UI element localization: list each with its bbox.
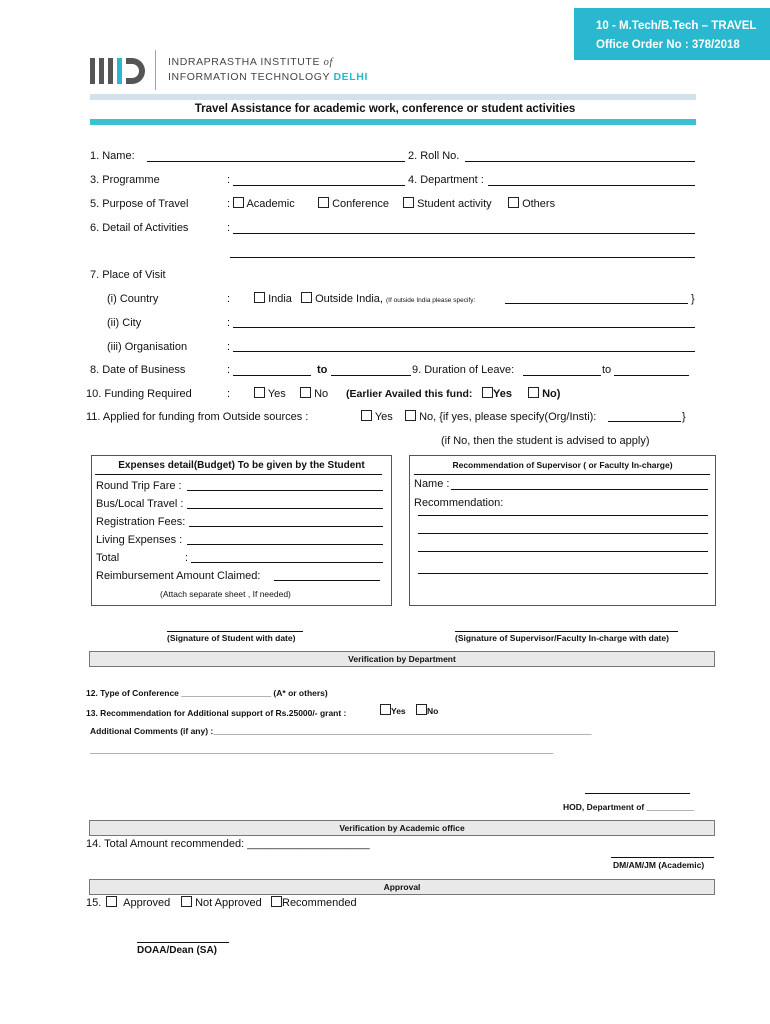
expenses-heading: Expenses detail(Budget) To be given by the Student [118, 460, 365, 471]
approved-label: Approved [123, 897, 171, 909]
institute-of: of [323, 57, 333, 68]
student-signature-label: (Signature of Student with date) [167, 633, 296, 643]
approval-not-approved[interactable] [181, 896, 262, 909]
outside-india-checkbox[interactable] [301, 292, 312, 303]
outside-label: Outside India, [315, 293, 383, 305]
academic-checkbox[interactable] [233, 197, 244, 208]
institute-name [168, 55, 368, 85]
date-to-label: to [317, 364, 328, 376]
outside-country-field[interactable] [505, 303, 688, 304]
expense-round-trip-label: Round Trip Fare : [96, 480, 182, 492]
outside-funding-label: 11. Applied for funding from Outside sources : [86, 411, 309, 423]
programme-label: 3. Programme [90, 174, 160, 186]
funding-yes-label: Yes [267, 388, 286, 400]
expense-round-trip-field[interactable] [187, 490, 383, 491]
header-band-top [90, 94, 696, 100]
others-checkbox[interactable] [508, 197, 519, 208]
expense-total-field[interactable] [191, 562, 383, 563]
additional-comments[interactable]: Additional Comments (if any) :________________________________________________________________________________ [90, 726, 592, 736]
outside-funding-no-checkbox[interactable] [405, 410, 416, 421]
expense-registration-label: Registration Fees: [96, 516, 186, 528]
student-signature-line[interactable] [167, 631, 303, 632]
funding-no-checkbox[interactable] [300, 387, 311, 398]
badge-line-2: Office Order No : 378/2018 [596, 39, 740, 51]
country-india[interactable] [254, 292, 292, 305]
roll-label: 2. Roll No. [408, 150, 460, 162]
activities-field-2[interactable] [230, 257, 695, 258]
expenses-box [91, 455, 392, 606]
hod-label: HOD, Department of __________ [563, 802, 694, 812]
earlier-label: (Earlier Availed this fund: [346, 388, 473, 400]
item13-yes-label: Yes [391, 706, 406, 716]
conference-checkbox[interactable] [318, 197, 329, 208]
india-label: India [268, 293, 292, 305]
not-approved-checkbox[interactable] [181, 896, 192, 907]
student-activity-checkbox[interactable] [403, 197, 414, 208]
outside-funding-yes[interactable] [361, 410, 393, 423]
organisation-colon: : [227, 341, 231, 353]
institute-line-2: INFORMATION TECHNOLOGY [168, 71, 330, 83]
institute-delhi: DELHI [333, 71, 368, 83]
others-label: Others [522, 198, 556, 210]
conference-label: Conference [332, 198, 389, 210]
earlier-no[interactable] [528, 387, 560, 400]
recommended-checkbox[interactable] [271, 896, 282, 907]
outside-funding-yes-checkbox[interactable] [361, 410, 372, 421]
expense-living-label: Living Expenses : [96, 534, 183, 546]
name-field[interactable] [147, 161, 405, 162]
doaa-label: DOAA/Dean (SA) [137, 945, 218, 956]
approved-checkbox[interactable] [106, 896, 117, 907]
programme-colon: : [227, 174, 231, 186]
place-label: 7. Place of Visit [90, 269, 166, 281]
supervisor-name-field[interactable] [451, 489, 708, 490]
duration-to-field[interactable] [614, 375, 689, 376]
supervisor-heading-rule [414, 474, 710, 475]
duration-to-label: to [602, 364, 612, 376]
roll-field[interactable] [465, 161, 695, 162]
student-activity-label: Student activity [417, 198, 492, 210]
if-no-note: (if No, then the student is advised to apply) [441, 435, 650, 447]
expense-living-field[interactable] [187, 544, 383, 545]
recommendation-line-3[interactable] [418, 551, 708, 552]
supervisor-heading: Recommendation of Supervisor ( or Faculty In-charge) [452, 460, 673, 470]
purpose-colon: : [227, 198, 231, 210]
date-business-label: 8. Date of Business [90, 364, 186, 376]
funding-label: 10. Funding Required [86, 388, 192, 400]
header-band-bottom [90, 119, 696, 125]
expense-total-colon: : [185, 552, 189, 564]
department-label: 4. Department : [408, 174, 484, 186]
country-colon: : [227, 293, 231, 305]
supervisor-recommendation-label: Recommendation: [414, 497, 504, 509]
expense-bus-label: Bus/Local Travel : [96, 498, 184, 510]
earlier-yes-checkbox[interactable] [482, 387, 493, 398]
organisation-label: (iii) Organisation [107, 341, 188, 353]
item13-no-checkbox[interactable] [416, 704, 427, 715]
approval-recommended[interactable] [271, 896, 357, 909]
country-label: (i) Country [107, 293, 159, 305]
approval-heading: Approval [89, 879, 715, 895]
supervisor-signature-line[interactable] [455, 631, 678, 632]
item12-conference-type: 12. Type of Conference ___________________ (A* or others) [86, 688, 328, 698]
duration-from-field[interactable] [523, 375, 601, 376]
funding-colon: : [227, 388, 231, 400]
earlier-no-checkbox[interactable] [528, 387, 539, 398]
date-colon: : [227, 364, 231, 376]
item13-yes[interactable] [380, 704, 406, 716]
approval-approved[interactable] [106, 896, 170, 909]
name-label: 1. Name: [90, 150, 135, 162]
doaa-signature-line[interactable] [137, 942, 229, 943]
earlier-yes-label: Yes [493, 388, 512, 400]
recommendation-line-4[interactable] [418, 573, 708, 574]
funding-yes[interactable] [254, 387, 286, 400]
badge-line-1: 10 - M.Tech/B.Tech – TRAVEL [596, 20, 757, 32]
verification-dept-heading: Verification by Department [89, 651, 715, 667]
not-approved-label: Not Approved [195, 897, 262, 909]
office-order-badge [574, 8, 770, 60]
supervisor-signature-label: (Signature of Supervisor/Faculty In-charge with date) [455, 633, 669, 643]
funding-no[interactable] [300, 387, 328, 400]
outside-funding-close: } [682, 411, 686, 423]
activities-label: 6. Detail of Activities [90, 222, 189, 234]
expenses-note: (Attach separate sheet , If needed) [160, 589, 291, 599]
item13-additional-support: 13. Recommendation for Additional support of Rs.25000/- grant : [86, 708, 347, 718]
city-colon: : [227, 317, 231, 329]
outside-note: (If outside India please specify: [386, 297, 476, 304]
iiitd-logo-icon [90, 56, 146, 86]
date-to-field[interactable] [331, 375, 411, 376]
country-outside[interactable] [301, 292, 475, 305]
item14-total-amount[interactable]: 14. Total Amount recommended: ____________________ [86, 838, 370, 850]
department-field[interactable] [488, 185, 695, 186]
purpose-others[interactable] [508, 197, 555, 210]
supervisor-name-label: Name : [414, 478, 450, 490]
expense-reimbursement-field[interactable] [274, 580, 380, 581]
logo-divider [155, 50, 156, 90]
city-field[interactable] [233, 327, 695, 328]
outside-funding-no[interactable] [405, 410, 596, 423]
purpose-student-activity[interactable] [403, 197, 492, 210]
academic-label: Academic [246, 198, 295, 210]
dm-label: DM/AM/JM (Academic) [613, 860, 705, 870]
activities-field-1[interactable] [233, 233, 695, 234]
organisation-field[interactable] [233, 351, 695, 352]
item13-no-label: No [427, 706, 439, 716]
earlier-no-label: No) [542, 388, 561, 400]
programme-field[interactable] [233, 185, 405, 186]
outside-funding-no-label: No, {if yes, please specify(Org/Insti): [419, 411, 597, 423]
recommendation-line-1[interactable] [418, 515, 708, 516]
item13-yes-checkbox[interactable] [380, 704, 391, 715]
item13-no[interactable] [416, 704, 438, 716]
supervisor-box [409, 455, 716, 606]
funding-no-label: No [314, 388, 329, 400]
outside-funding-yes-label: Yes [374, 411, 393, 423]
institute-line-1: INDRAPRASTHA INSTITUTE [168, 56, 321, 68]
item15-number: 15. [86, 897, 102, 909]
expense-registration-field[interactable] [189, 526, 383, 527]
outside-org-field[interactable] [608, 421, 681, 422]
city-label: (ii) City [107, 317, 142, 329]
expense-bus-field[interactable] [187, 508, 383, 509]
duration-label: 9. Duration of Leave: [412, 364, 515, 376]
purpose-academic[interactable] [233, 197, 295, 210]
expense-total-label: Total [96, 552, 120, 564]
additional-comments-line-2[interactable]: __________________________________________________________________________________________________ [90, 745, 554, 755]
outside-close: } [691, 293, 695, 305]
hod-signature-line[interactable] [585, 793, 690, 794]
dm-signature-line[interactable] [611, 857, 714, 858]
expense-reimbursement-label: Reimbursement Amount Claimed: [96, 570, 261, 582]
recommendation-line-2[interactable] [418, 533, 708, 534]
form-title: Travel Assistance for academic work, conference or student activities [194, 103, 576, 115]
purpose-conference[interactable] [318, 197, 389, 210]
activities-colon: : [227, 222, 231, 234]
expenses-heading-rule [95, 474, 382, 475]
recommended-label: Recommended [282, 897, 357, 909]
verification-academic-heading: Verification by Academic office [89, 820, 715, 836]
date-from-field[interactable] [233, 375, 311, 376]
earlier-yes[interactable] [482, 387, 512, 400]
purpose-label: 5. Purpose of Travel [90, 198, 189, 210]
india-checkbox[interactable] [254, 292, 265, 303]
funding-yes-checkbox[interactable] [254, 387, 265, 398]
